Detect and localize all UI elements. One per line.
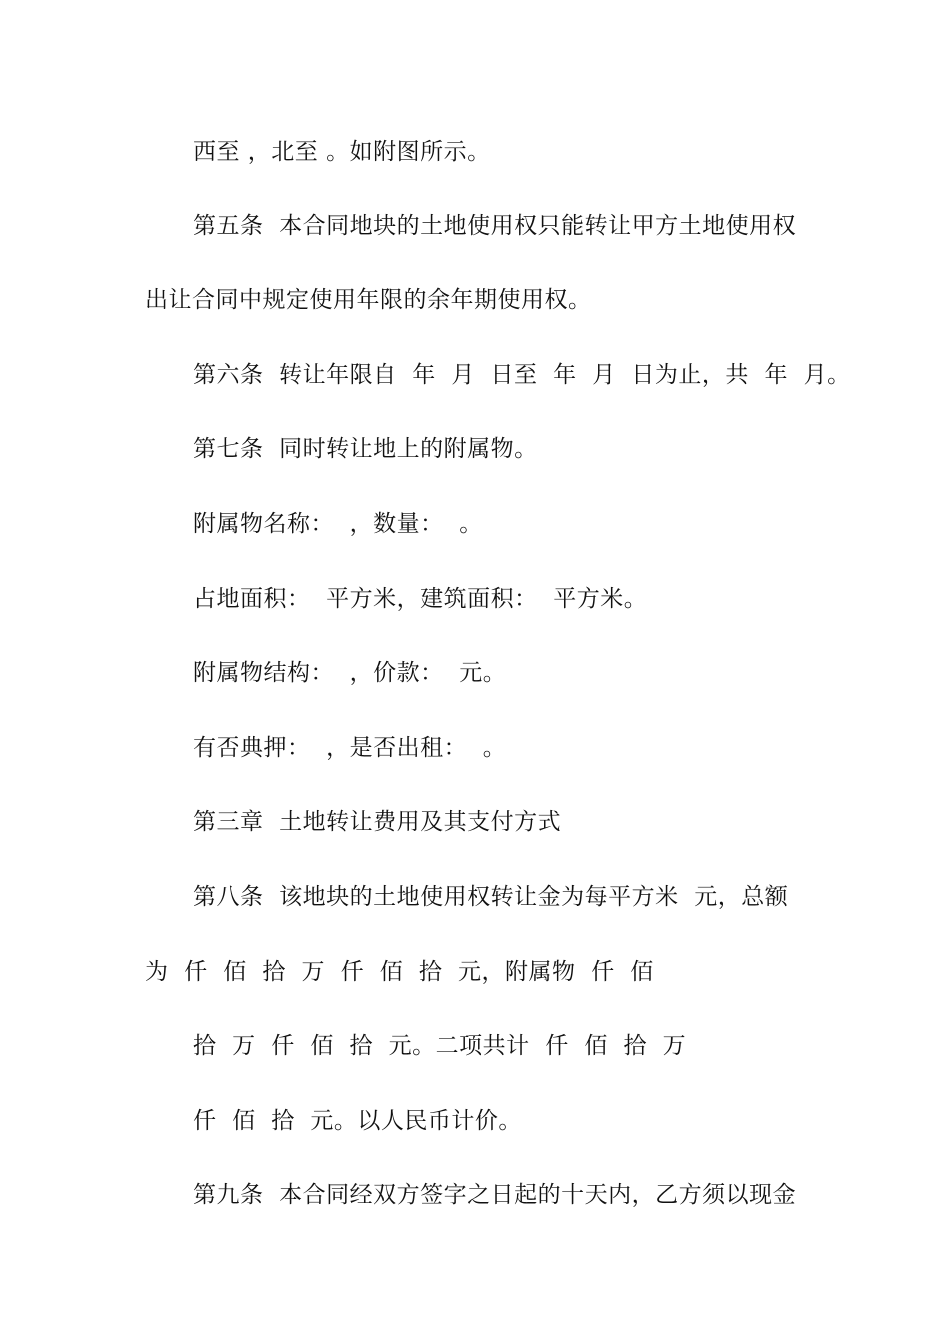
text-line-article-7: 第七条 同时转让地上的附属物。 xyxy=(193,436,538,462)
text-line-attachment-name: 附属物名称： ，数量： 。 xyxy=(193,511,483,537)
text-line-article-9: 第九条 本合同经双方签字之日起的十天内，乙方须以现金 xyxy=(193,1182,797,1208)
text-line-structure-price: 附属物结构： ，价款： 元。 xyxy=(193,660,507,686)
text-line-article-8-amount: 为 仟 佰 拾 万 仟 佰 拾 元，附属物 仟 佰 xyxy=(145,959,654,985)
text-line-west-north: 西至 ，北至 。如附图所示。 xyxy=(193,139,491,165)
text-line-mortgage-rent: 有否典押： ，是否出租： 。 xyxy=(193,735,507,761)
text-line-article-6: 第六条 转让年限自 年 月 日至 年 月 日为止，共 年 月。 xyxy=(193,362,851,388)
text-line-article-8-total: 拾 万 仟 佰 拾 元。二项共计 仟 佰 拾 万 xyxy=(193,1033,687,1059)
text-line-article-5: 第五条 本合同地块的土地使用权只能转让甲方土地使用权 xyxy=(193,213,797,239)
text-line-area: 占地面积： 平方米，建筑面积： 平方米。 xyxy=(193,586,648,612)
text-line-article-8-currency: 仟 佰 拾 元。以人民币计价。 xyxy=(193,1108,522,1134)
text-line-article-8: 第八条 该地块的土地使用权转让金为每平方米 元，总额 xyxy=(193,884,789,910)
chapter-3-heading: 第三章 土地转让费用及其支付方式 xyxy=(193,809,562,835)
text-line-article-5-cont: 出让合同中规定使用年限的余年期使用权。 xyxy=(145,287,592,313)
